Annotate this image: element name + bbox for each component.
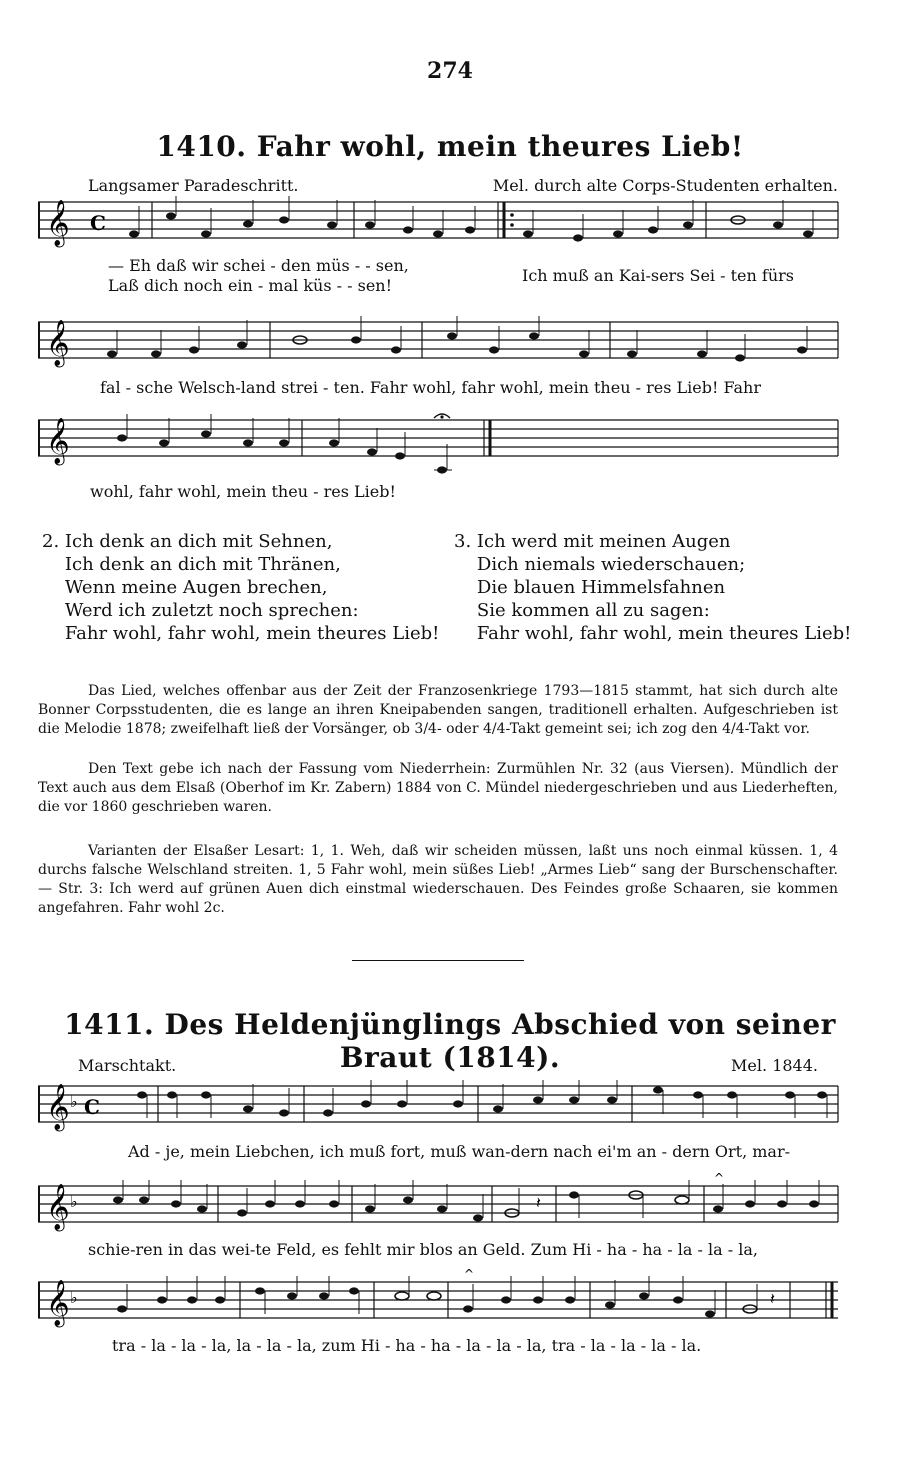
song-1411-staff-3 xyxy=(38,1267,840,1332)
song-1411-title: 1411. Des Heldenjünglings Abschied von seiner Braut (1814). xyxy=(64,1008,836,1074)
svg-text:^: ^ xyxy=(464,1267,475,1281)
song-1410-lyrics-line-2: fal - sche Welsch-land strei - ten. Fahr wohl, fahr wohl, mein theu - res Lieb! Fahr xyxy=(100,378,761,397)
song-1410-tempo: Langsamer Paradeschritt. xyxy=(88,176,299,195)
song-1411-staff-2 xyxy=(38,1171,840,1236)
svg-text:𝄞: 𝄞 xyxy=(46,1084,70,1130)
song-1410-lyrics-line-1a: — Eh daß wir schei - den müs - - sen, xyxy=(108,256,409,275)
song-1410-note-source: Den Text gebe ich nach der Fassung vom Niederrhein: Zurmühlen Nr. 32 (aus Viersen). Mündlich der Text auch aus dem Elsaß (Oberhof im Kr. Zabern) 1884 von C. Mündel niedergeschrieben und aus Liederheften, die vor 1860 geschrieben waren. xyxy=(38,761,838,815)
svg-text:𝄞: 𝄞 xyxy=(46,320,70,366)
song-1410-melody-note: Mel. durch alte Corps-Studenten erhalten. xyxy=(492,176,838,195)
svg-text:♭: ♭ xyxy=(70,1288,78,1307)
song-1411-melody-note: Mel. 1844. xyxy=(731,1056,818,1075)
song-1410-staff-2 xyxy=(38,316,840,372)
svg-text:^: ^ xyxy=(714,1171,725,1185)
svg-text:𝄞: 𝄞 xyxy=(46,418,70,464)
song-1410-lyrics-line-1b: Laß dich noch ein - mal küs - - sen! xyxy=(108,276,393,295)
song-1410-staff-3 xyxy=(38,414,840,474)
song-1411-staff-1 xyxy=(38,1080,840,1136)
song-1410-note-variants: Varianten der Elsaßer Lesart: 1, 1. Weh, daß wir scheiden müssen, laßt uns noch einmal küssen. 1, 4 durchs falsche Welschland streiten. 1, 5 Fahr wohl, mein süßes Lieb! „Armes Lieb“ sang der Burschenschafter. — Str. 3: Ich werd auf grünen Auen dich einstmal wiederschauen. Des Feindes große Schaaren, sie kommen angefahren. Fahr wohl 2c. xyxy=(38,843,838,916)
song-1410-stanza-2: 2. Ich denk an dich mit Sehnen, Ich denk an dich mit Thränen, Wenn meine Augen brechen, Werd ich zuletzt noch sprechen: Fahr wohl, fahr wohl, mein theures Lieb! xyxy=(42,531,440,644)
svg-text:C: C xyxy=(84,1095,100,1119)
song-1410-lyrics-line-3: wohl, fahr wohl, mein theu - res Lieb! xyxy=(90,482,396,501)
song-1410-staff-1 xyxy=(38,196,840,252)
svg-text:♭: ♭ xyxy=(70,1192,78,1211)
svg-text:𝄞: 𝄞 xyxy=(46,1280,70,1326)
svg-text:𝄽: 𝄽 xyxy=(770,1289,775,1308)
song-1410-lyrics-line-1c: Ich muß an Kai-sers Sei - ten fürs xyxy=(522,266,794,285)
song-1410-note-origin: Das Lied, welches offenbar aus der Zeit der Franzosenkriege 1793—1815 stammt, hat sich durch alte Bonner Corpsstudenten, die es lange an ihren Kneipabenden sangen, traditionell erhalten. Aufgeschrieben ist die Melodie 1878; zweifelhaft ließ der Vorsänger, ob 3/4- oder 4/4-Takt gemeint sei; ich zog den 4/4-Takt vor. xyxy=(38,683,838,737)
song-1411-lyrics-line-3: tra - la - la - la, la - la - la, zum Hi - ha - ha - la - la - la, tra - la - la - la - la. xyxy=(112,1336,702,1355)
svg-text:𝄽: 𝄽 xyxy=(536,1193,541,1212)
svg-text:♭: ♭ xyxy=(70,1092,78,1111)
svg-text:𝄞: 𝄞 xyxy=(46,200,70,246)
song-1411-lyrics-line-1: Ad - je, mein Liebchen, ich muß fort, muß wan-dern nach ei'm an - dern Ort, mar- xyxy=(128,1142,790,1161)
svg-text:C: C xyxy=(90,211,106,235)
song-1410-stanza-3: 3. Ich werd mit meinen Augen Dich niemals wiederschauen; Die blauen Himmelsfahnen Sie kommen all zu sagen: Fahr wohl, fahr wohl, mein theures Lieb! xyxy=(454,531,852,644)
section-divider xyxy=(352,960,524,961)
song-1411-lyrics-line-2: schie-ren in das wei-te Feld, es fehlt mir blos an Geld. Zum Hi - ha - ha - la - la - la, xyxy=(88,1240,758,1259)
page-number: 274 xyxy=(427,58,473,84)
song-1411-tempo: Marschtakt. xyxy=(78,1056,177,1075)
svg-text:𝄞: 𝄞 xyxy=(46,1184,70,1230)
song-1410-title: 1410. Fahr wohl, mein theures Lieb! xyxy=(156,130,744,163)
